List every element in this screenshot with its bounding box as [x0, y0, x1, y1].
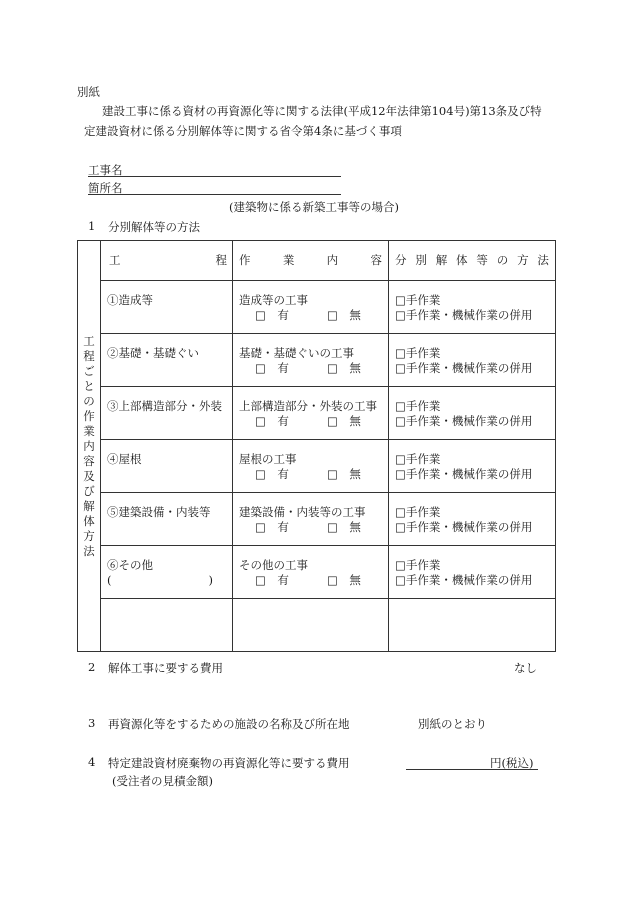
process-cell: ④屋根 — [107, 452, 142, 466]
combined-checkbox[interactable]: □手作業・機械作業の併用 — [395, 573, 533, 587]
table-header-row — [78, 241, 556, 281]
section3-value: 別紙のとおり — [418, 717, 487, 731]
section2-number: 2 — [88, 660, 96, 674]
manual-checkbox[interactable]: □手作業 — [395, 399, 441, 413]
empty-cell[interactable] — [101, 599, 233, 652]
case-note: (建築物に係る新築工事等の場合) — [229, 200, 399, 214]
content-cell: 基礎・基礎ぐいの工事 — [239, 346, 354, 360]
section4-number: 4 — [88, 755, 96, 769]
section4-title: 特定建設資材廃棄物の再資源化等に要する費用 — [108, 756, 350, 770]
manual-checkbox[interactable]: □手作業 — [395, 346, 441, 360]
combined-checkbox[interactable]: □手作業・機械作業の併用 — [395, 414, 533, 428]
combined-checkbox[interactable]: □手作業・機械作業の併用 — [395, 520, 533, 534]
process-cell: ①造成等 — [107, 293, 153, 307]
combined-checkbox[interactable]: □手作業・機械作業の併用 — [395, 308, 533, 322]
yes-checkbox[interactable]: □ 有 — [255, 520, 289, 534]
section4-subnote: (受注者の見積金額) — [112, 774, 213, 788]
section1-number: 1 — [88, 219, 96, 233]
process-cell: ⑥その他 — [107, 558, 153, 572]
manual-checkbox[interactable]: □手作業 — [395, 293, 441, 307]
paren-open: ( — [107, 573, 112, 587]
paren-close: ) — [208, 573, 213, 587]
content-cell: 造成等の工事 — [239, 293, 308, 307]
section1-title: 分別解体等の方法 — [108, 220, 200, 234]
no-checkbox[interactable]: □ 無 — [327, 414, 361, 428]
no-checkbox[interactable]: □ 無 — [327, 520, 361, 534]
demolition-method-table — [77, 240, 556, 652]
section2-value: なし — [514, 661, 537, 675]
empty-cell[interactable] — [389, 599, 556, 652]
yes-checkbox[interactable]: □ 有 — [255, 573, 289, 587]
no-checkbox[interactable]: □ 無 — [327, 467, 361, 481]
no-checkbox[interactable]: □ 無 — [327, 573, 361, 587]
no-checkbox[interactable]: □ 無 — [327, 308, 361, 322]
intro-line-2: 定建設資材に係る分別解体等に関する省令第4条に基づく事項 — [84, 124, 402, 138]
section4-amount-underline[interactable] — [406, 769, 538, 770]
intro-line-1: 建設工事に係る資材の再資源化等に関する法律(平成12年法律第104号)第13条及び特 — [102, 104, 542, 118]
table-row — [78, 546, 556, 599]
combined-checkbox[interactable]: □手作業・機械作業の併用 — [395, 361, 533, 375]
table-row — [78, 440, 556, 493]
combined-checkbox[interactable]: □手作業・機械作業の併用 — [395, 467, 533, 481]
yes-checkbox[interactable]: □ 有 — [255, 467, 289, 481]
content-cell: 建築設備・内装等の工事 — [239, 505, 366, 519]
manual-checkbox[interactable]: □手作業 — [395, 452, 441, 466]
location-underline — [88, 194, 341, 195]
content-cell: その他の工事 — [239, 558, 308, 572]
header-content: 作 業 内 容 — [233, 241, 389, 281]
table-row — [78, 387, 556, 440]
location-label: 箇所名 — [88, 181, 123, 195]
attachment-label: 別紙 — [77, 85, 100, 99]
process-cell: ③上部構造部分・外装 — [107, 399, 222, 413]
work-name-label: 工事名 — [88, 163, 123, 177]
no-checkbox[interactable]: □ 無 — [327, 361, 361, 375]
empty-table-row — [78, 599, 556, 652]
empty-cell[interactable] — [233, 599, 389, 652]
header-process: 工 程 — [101, 241, 233, 281]
table-row — [78, 493, 556, 546]
process-cell: ②基礎・基礎ぐい — [107, 346, 199, 360]
content-cell: 上部構造部分・外装の工事 — [239, 399, 377, 413]
header-method: 分 別 解 体 等 の 方 法 — [389, 241, 556, 281]
manual-checkbox[interactable]: □手作業 — [395, 558, 441, 572]
table-row — [78, 334, 556, 387]
table-row — [78, 281, 556, 334]
side-label: 工 程 ご と の 作 業 内 容 及 び 解 体 方 法 — [78, 241, 101, 652]
section3-title: 再資源化等をするための施設の名称及び所在地 — [108, 717, 350, 731]
section4-value: 円(税込) — [490, 756, 534, 770]
section2-title: 解体工事に要する費用 — [108, 661, 223, 675]
yes-checkbox[interactable]: □ 有 — [255, 308, 289, 322]
section3-number: 3 — [88, 716, 96, 730]
manual-checkbox[interactable]: □手作業 — [395, 505, 441, 519]
yes-checkbox[interactable]: □ 有 — [255, 361, 289, 375]
process-cell: ⑤建築設備・内装等 — [107, 505, 211, 519]
content-cell: 屋根の工事 — [239, 452, 297, 466]
work-name-underline — [88, 176, 341, 177]
yes-checkbox[interactable]: □ 有 — [255, 414, 289, 428]
